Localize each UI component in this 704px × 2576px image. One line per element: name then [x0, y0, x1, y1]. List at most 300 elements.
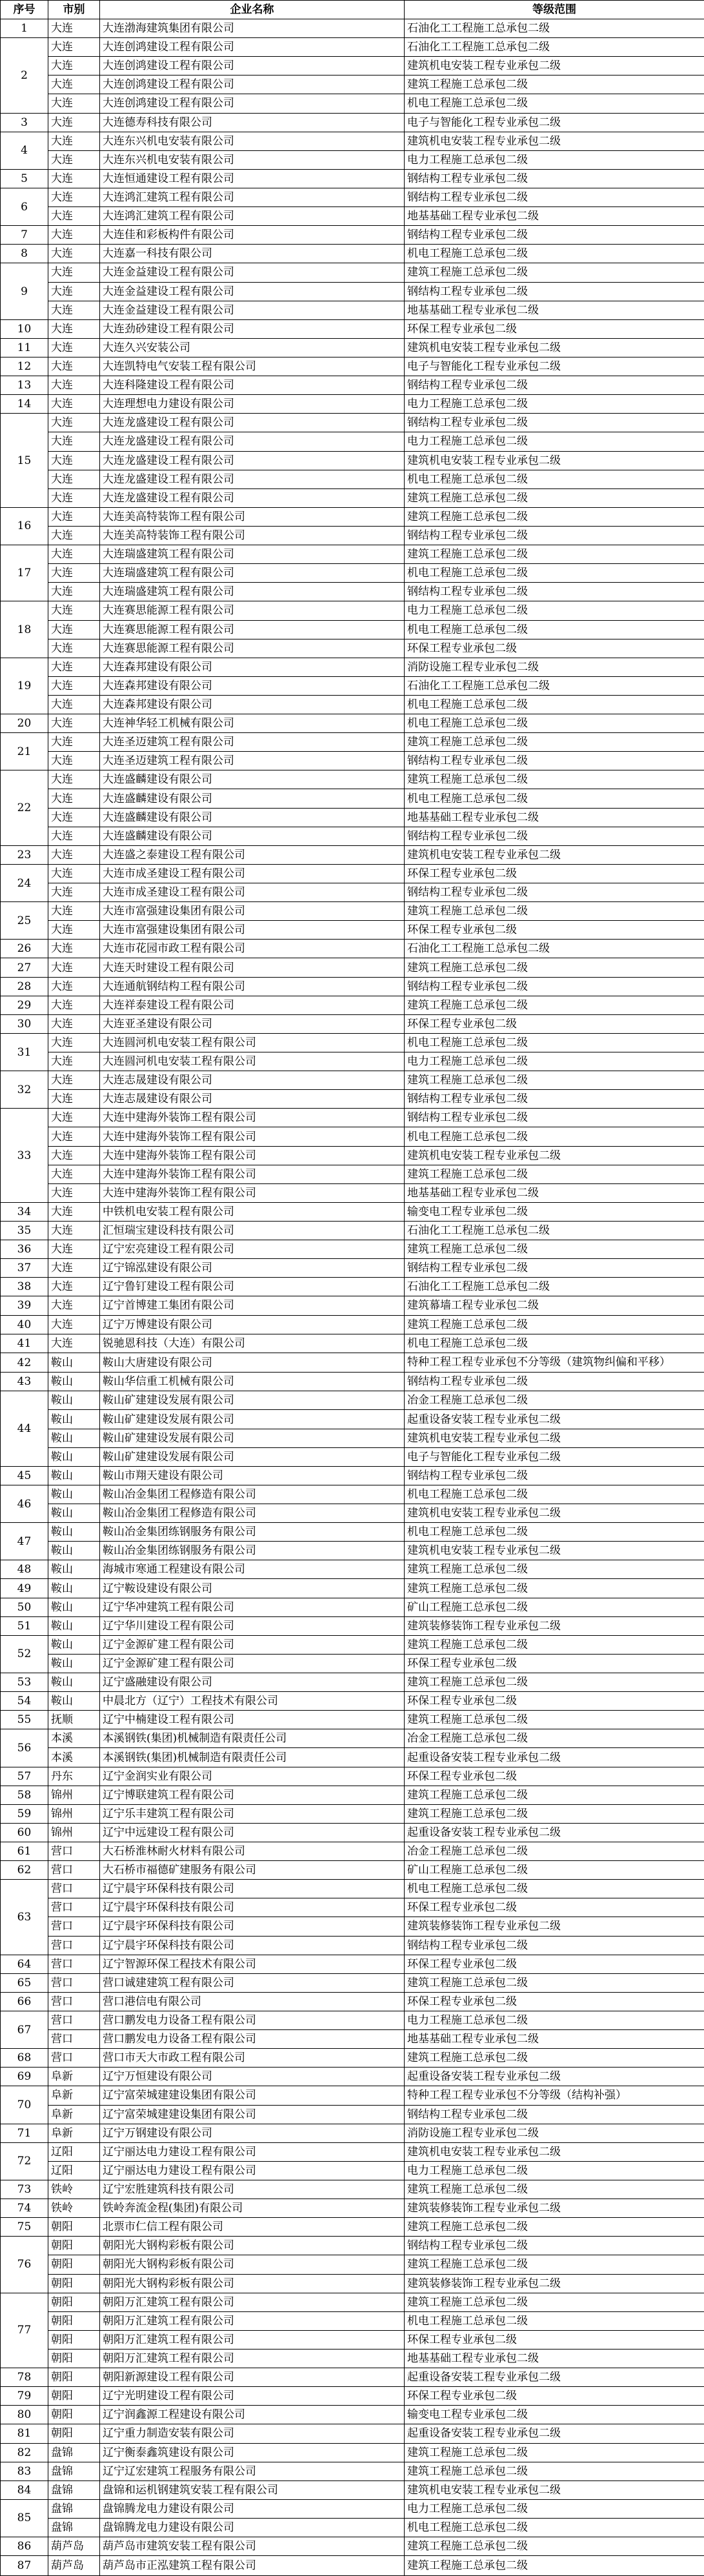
table-row: [1, 1127, 704, 1146]
row-company: 鞍山冶金集团练钢服务有限公司: [100, 1542, 405, 1560]
row-city: 大连: [48, 1090, 100, 1109]
table-row: [1, 1861, 704, 1880]
row-scope: 环保工程专业承包二级: [405, 1654, 704, 1673]
row-city: 营口: [48, 2011, 100, 2029]
row-scope: 建筑装修装饰工程专业承包二级: [405, 1917, 704, 1936]
row-seq: 62: [1, 1861, 48, 1880]
table-row: [1, 2518, 704, 2537]
row-scope: 钢结构工程专业承包二级: [405, 977, 704, 996]
table-row: [1, 1240, 704, 1259]
row-seq: 79: [1, 2387, 48, 2406]
row-seq: 26: [1, 940, 48, 958]
row-scope: 钢结构工程专业承包二级: [405, 376, 704, 395]
row-seq: 44: [1, 1391, 48, 1466]
row-scope: 钢结构工程专业承包二级: [405, 2105, 704, 2124]
row-city: 朝阳: [48, 2330, 100, 2349]
row-city: 营口: [48, 2049, 100, 2068]
table-row: [1, 883, 704, 902]
row-scope: 建筑工程施工总承包二级: [405, 2293, 704, 2311]
row-company: 辽宁博联建筑工程有限公司: [100, 1786, 405, 1804]
table-row: [1, 902, 704, 921]
row-seq: 29: [1, 996, 48, 1014]
row-scope: 起重设备安装工程专业承包二级: [405, 1823, 704, 1842]
row-company: 辽宁辽宏建筑工程服务有限公司: [100, 2462, 405, 2480]
table-row: [1, 357, 704, 376]
table-row: [1, 150, 704, 169]
table-row: [1, 94, 704, 113]
row-seq: 40: [1, 1315, 48, 1334]
row-company: 葫芦岛市建筑安装工程有限公司: [100, 2537, 405, 2556]
row-company: 大连赛思能源工程有限公司: [100, 620, 405, 639]
row-seq: 76: [1, 2237, 48, 2293]
row-company: 营口鹏发电力设备工程有限公司: [100, 2011, 405, 2029]
row-company: 辽宁宏胜建筑科技有限公司: [100, 2180, 405, 2199]
table-row: [1, 169, 704, 188]
row-scope: 机电工程施工总承包二级: [405, 1127, 704, 1146]
row-city: 鞍山: [48, 1391, 100, 1410]
row-scope: 建筑机电安装工程专业承包二级: [405, 1429, 704, 1447]
table-row: [1, 996, 704, 1014]
row-company: 大连盛麟建设有限公司: [100, 808, 405, 827]
row-city: 营口: [48, 1861, 100, 1880]
row-scope: 建筑工程施工总承包二级: [405, 1165, 704, 1183]
row-city: 阜新: [48, 2068, 100, 2086]
row-company: 辽宁首博建工集团有限公司: [100, 1296, 405, 1315]
row-scope: 机电工程施工总承包二级: [405, 1880, 704, 1898]
table-row: [1, 1542, 704, 1560]
table-row: [1, 2161, 704, 2180]
table-row: [1, 845, 704, 864]
table-row: [1, 1447, 704, 1466]
row-seq: 87: [1, 2556, 48, 2576]
row-seq: 45: [1, 1466, 48, 1485]
table-row: [1, 2368, 704, 2387]
row-seq: 18: [1, 601, 48, 658]
row-company: 大连金益建设工程有限公司: [100, 301, 405, 319]
row-company: 海城市寒通工程建设有限公司: [100, 1560, 405, 1579]
row-company: 辽宁华冲建筑工程有限公司: [100, 1598, 405, 1616]
row-company: 朝阳新源建设工程有限公司: [100, 2368, 405, 2387]
table-row: [1, 2274, 704, 2293]
row-city: 朝阳: [48, 2387, 100, 2406]
row-scope: 钢结构工程专业承包二级: [405, 169, 704, 188]
row-seq: 75: [1, 2218, 48, 2237]
row-city: 鞍山: [48, 1560, 100, 1579]
row-seq: 64: [1, 1955, 48, 1973]
row-scope: 钢结构工程专业承包二级: [405, 1373, 704, 1391]
table-row: [1, 1635, 704, 1654]
row-company: 大连龙盛建设工程有限公司: [100, 451, 405, 470]
row-city: 大连: [48, 845, 100, 864]
row-company: 大连市富强建设集团有限公司: [100, 902, 405, 921]
table-row: [1, 2537, 704, 2556]
row-seq: 33: [1, 1109, 48, 1203]
row-company: 大连久兴安装公司: [100, 338, 405, 357]
row-seq: 35: [1, 1222, 48, 1240]
row-scope: 机电工程施工总承包二级: [405, 1033, 704, 1052]
row-seq: 81: [1, 2424, 48, 2443]
table-row: [1, 113, 704, 132]
row-company: 鞍山大唐建设有限公司: [100, 1353, 405, 1373]
table-row: [1, 207, 704, 226]
row-scope: 建筑机电安装工程专业承包二级: [405, 57, 704, 75]
table-row: [1, 1373, 704, 1391]
table-row: [1, 1842, 704, 1861]
row-city: 辽阳: [48, 2161, 100, 2180]
table-row: [1, 1353, 704, 1373]
table-row: [1, 1202, 704, 1221]
table-row: [1, 319, 704, 338]
row-scope: 建筑工程施工总承包二级: [405, 1973, 704, 1992]
row-scope: 环保工程专业承包二级: [405, 1014, 704, 1033]
table-row: [1, 583, 704, 601]
table-row: [1, 2218, 704, 2237]
row-scope: 机电工程施工总承包二级: [405, 1485, 704, 1504]
row-company: 辽宁鞍设建设有限公司: [100, 1579, 405, 1598]
row-city: 大连: [48, 545, 100, 564]
table-row: [1, 2499, 704, 2518]
row-scope: 钢结构工程专业承包二级: [405, 1466, 704, 1485]
table-row: [1, 1973, 704, 1992]
row-city: 大连: [48, 1334, 100, 1353]
row-company: 大连瑞盛建筑工程有限公司: [100, 545, 405, 564]
row-scope: 建筑工程施工总承包二级: [405, 488, 704, 507]
row-seq: 82: [1, 2443, 48, 2462]
row-city: 大连: [48, 996, 100, 1014]
row-company: 大连瑞盛建筑工程有限公司: [100, 583, 405, 601]
row-company: 鞍山矿建建设发展有限公司: [100, 1391, 405, 1410]
row-company: 鞍山矿建建设发展有限公司: [100, 1410, 405, 1429]
row-company: 大连中建海外装饰工程有限公司: [100, 1109, 405, 1127]
table-row: [1, 1052, 704, 1071]
row-scope: 建筑工程施工总承包二级: [405, 2443, 704, 2462]
row-city: 大连: [48, 263, 100, 282]
row-city: 大连: [48, 38, 100, 57]
row-company: 大连圣迈建筑工程有限公司: [100, 752, 405, 770]
table-row: [1, 2011, 704, 2029]
row-seq: 30: [1, 1014, 48, 1033]
row-city: 大连: [48, 94, 100, 113]
row-seq: 32: [1, 1071, 48, 1109]
table-row: [1, 977, 704, 996]
row-seq: 17: [1, 545, 48, 601]
row-city: 朝阳: [48, 2368, 100, 2387]
row-city: 大连: [48, 1296, 100, 1315]
row-scope: 环保工程专业承包二级: [405, 2387, 704, 2406]
row-company: 大连赛思能源工程有限公司: [100, 601, 405, 620]
row-city: 大连: [48, 883, 100, 902]
table-row: [1, 1523, 704, 1542]
row-scope: 钢结构工程专业承包二级: [405, 1109, 704, 1127]
row-city: 大连: [48, 714, 100, 733]
row-city: 阜新: [48, 2086, 100, 2105]
row-city: 鞍山: [48, 1523, 100, 1542]
row-scope: 钢结构工程专业承包二级: [405, 827, 704, 845]
row-city: 大连: [48, 113, 100, 132]
row-company: 大连美高特装饰工程有限公司: [100, 526, 405, 545]
row-company: 鞍山冶金集团工程修造有限公司: [100, 1504, 405, 1523]
table-row: [1, 2387, 704, 2406]
row-scope: 环保工程专业承包二级: [405, 319, 704, 338]
table-row: [1, 488, 704, 507]
row-seq: 58: [1, 1786, 48, 1804]
row-city: 鞍山: [48, 1692, 100, 1711]
row-seq: 41: [1, 1334, 48, 1353]
row-scope: 机电工程施工总承包二级: [405, 94, 704, 113]
row-city: 大连: [48, 940, 100, 958]
row-seq: 16: [1, 507, 48, 545]
table-row: [1, 2030, 704, 2049]
row-company: 大连通航钢结构工程有限公司: [100, 977, 405, 996]
row-city: 朝阳: [48, 2274, 100, 2293]
row-city: 鞍山: [48, 1410, 100, 1429]
row-city: 大连: [48, 132, 100, 150]
row-company: 辽宁衡泰鑫筑建设有限公司: [100, 2443, 405, 2462]
table-row: [1, 2293, 704, 2311]
row-company: 辽宁中楠建设工程有限公司: [100, 1711, 405, 1729]
row-scope: 钢结构工程专业承包二级: [405, 526, 704, 545]
table-row: [1, 75, 704, 94]
row-scope: 特种工程工程专业承包不分等级（结构补强）: [405, 2086, 704, 2105]
row-seq: 4: [1, 132, 48, 169]
row-scope: 冶金工程施工总承包二级: [405, 1391, 704, 1410]
table-row: [1, 1992, 704, 2011]
row-city: 大连: [48, 226, 100, 245]
row-scope: 电子与智能化工程专业承包二级: [405, 1447, 704, 1466]
row-city: 大连: [48, 733, 100, 752]
row-city: 盘锦: [48, 2518, 100, 2537]
row-company: 辽宁光明建设工程有限公司: [100, 2387, 405, 2406]
row-company: 朝阳万汇建筑工程有限公司: [100, 2293, 405, 2311]
row-seq: 31: [1, 1033, 48, 1071]
table-row: [1, 545, 704, 564]
table-row: [1, 2255, 704, 2274]
row-city: 营口: [48, 1973, 100, 1992]
table-row: [1, 789, 704, 808]
row-scope: 建筑机电安装工程专业承包二级: [405, 132, 704, 150]
row-city: 大连: [48, 207, 100, 226]
header-seq: 序号: [1, 1, 48, 19]
row-company: 辽宁万博建设有限公司: [100, 1315, 405, 1334]
row-seq: 57: [1, 1767, 48, 1786]
row-company: 辽宁丽达电力建设工程有限公司: [100, 2142, 405, 2161]
row-scope: 建筑工程施工总承包二级: [405, 1711, 704, 1729]
table-row: [1, 2142, 704, 2161]
table-row: [1, 620, 704, 639]
row-scope: 建筑工程施工总承包二级: [405, 2049, 704, 2068]
row-city: 大连: [48, 451, 100, 470]
row-scope: 消防设施工程专业承包二级: [405, 658, 704, 676]
row-seq: 78: [1, 2368, 48, 2387]
row-company: 营口鹏发电力设备工程有限公司: [100, 2030, 405, 2049]
row-company: 辽宁智源环保工程技术有限公司: [100, 1955, 405, 1973]
row-seq: 9: [1, 263, 48, 319]
table-row: [1, 38, 704, 57]
row-seq: 20: [1, 714, 48, 733]
row-company: 营口市天大市政工程有限公司: [100, 2049, 405, 2068]
table-row: [1, 2180, 704, 2199]
row-city: 葫芦岛: [48, 2537, 100, 2556]
row-company: 朝阳光大钢构彩板有限公司: [100, 2274, 405, 2293]
row-seq: 23: [1, 845, 48, 864]
row-company: 本溪钢铁(集团)机械制造有限责任公司: [100, 1748, 405, 1767]
row-company: 大连龙盛建设工程有限公司: [100, 414, 405, 432]
row-city: 鞍山: [48, 1542, 100, 1560]
row-city: 大连: [48, 1315, 100, 1334]
row-city: 鞍山: [48, 1429, 100, 1447]
row-scope: 地基基础工程专业承包二级: [405, 2030, 704, 2049]
row-company: 大连市富强建设集团有限公司: [100, 921, 405, 940]
row-city: 大连: [48, 1240, 100, 1259]
row-company: 大连金益建设工程有限公司: [100, 282, 405, 301]
row-scope: 机电工程施工总承包二级: [405, 620, 704, 639]
header-company: 企业名称: [100, 1, 405, 19]
table-row: [1, 1109, 704, 1127]
row-city: 营口: [48, 2030, 100, 2049]
row-company: 盘锦和运机钢建筑安装工程有限公司: [100, 2480, 405, 2499]
row-company: 葫芦岛市正泓建筑工程有限公司: [100, 2556, 405, 2576]
row-scope: 冶金工程施工总承包二级: [405, 1729, 704, 1748]
table-row: [1, 1804, 704, 1823]
row-scope: 机电工程施工总承包二级: [405, 1523, 704, 1542]
row-city: 大连: [48, 1052, 100, 1071]
row-scope: 机电工程施工总承包二级: [405, 2518, 704, 2537]
row-seq: 7: [1, 226, 48, 245]
row-company: 辽宁富荣城建建设集团有限公司: [100, 2086, 405, 2105]
row-scope: 电力工程施工总承包二级: [405, 2011, 704, 2029]
row-company: 大连圆河机电安装工程有限公司: [100, 1033, 405, 1052]
table-row: [1, 1579, 704, 1598]
table-row: [1, 2311, 704, 2330]
row-city: 大连: [48, 958, 100, 977]
row-company: 大连圆河机电安装工程有限公司: [100, 1052, 405, 1071]
row-scope: 机电工程施工总承包二级: [405, 470, 704, 488]
row-seq: 85: [1, 2499, 48, 2537]
row-city: 鞍山: [48, 1504, 100, 1523]
row-scope: 钢结构工程专业承包二级: [405, 752, 704, 770]
row-company: 辽宁润鑫源工程建设有限公司: [100, 2406, 405, 2424]
row-city: 辽阳: [48, 2142, 100, 2161]
table-row: [1, 1917, 704, 1936]
table-row: [1, 395, 704, 414]
row-scope: 起重设备安装工程专业承包二级: [405, 1748, 704, 1767]
row-company: 朝阳光大钢构彩板有限公司: [100, 2255, 405, 2274]
row-scope: 电力工程施工总承包二级: [405, 432, 704, 451]
row-seq: 51: [1, 1616, 48, 1635]
row-company: 朝阳万汇建筑工程有限公司: [100, 2349, 405, 2368]
row-company: 大连鸿汇建筑工程有限公司: [100, 188, 405, 206]
row-company: 盘锦腾龙电力建设有限公司: [100, 2518, 405, 2537]
row-scope: 机电工程施工总承包二级: [405, 2311, 704, 2330]
table-row: [1, 1616, 704, 1635]
table-row: [1, 2330, 704, 2349]
row-scope: 钢结构工程专业承包二级: [405, 1259, 704, 1278]
row-company: 大石桥淮林耐火材料有限公司: [100, 1842, 405, 1861]
row-scope: 钢结构工程专业承包二级: [405, 2237, 704, 2255]
row-city: 鞍山: [48, 1466, 100, 1485]
table-row: [1, 1598, 704, 1616]
row-seq: 84: [1, 2480, 48, 2499]
row-company: 辽宁万恒建设有限公司: [100, 2068, 405, 2086]
row-company: 大连德寿科技有限公司: [100, 113, 405, 132]
table-row: [1, 470, 704, 488]
row-seq: 69: [1, 2068, 48, 2086]
row-city: 铁岭: [48, 2180, 100, 2199]
row-seq: 65: [1, 1973, 48, 1992]
row-city: 本溪: [48, 1729, 100, 1748]
row-city: 营口: [48, 1917, 100, 1936]
row-city: 盘锦: [48, 2462, 100, 2480]
row-company: 辽宁富荣城建建设集团有限公司: [100, 2105, 405, 2124]
table-row: [1, 1033, 704, 1052]
row-city: 大连: [48, 188, 100, 206]
row-city: 丹东: [48, 1767, 100, 1786]
table-row: [1, 695, 704, 714]
row-company: 辽宁丽达电力建设工程有限公司: [100, 2161, 405, 2180]
table-row: [1, 827, 704, 845]
row-seq: 21: [1, 733, 48, 770]
table-row: [1, 2349, 704, 2368]
row-city: 大连: [48, 658, 100, 676]
row-city: 大连: [48, 526, 100, 545]
row-seq: 61: [1, 1842, 48, 1861]
row-city: 朝阳: [48, 2311, 100, 2330]
row-city: 营口: [48, 1955, 100, 1973]
row-company: 大连中建海外装饰工程有限公司: [100, 1146, 405, 1165]
table-row: [1, 1711, 704, 1729]
row-scope: 钢结构工程专业承包二级: [405, 883, 704, 902]
row-scope: 特种工程工程专业承包不分等级（建筑物纠偏和平移）: [405, 1353, 704, 1373]
row-company: 鞍山华信重工机械有限公司: [100, 1373, 405, 1391]
row-company: 大连中建海外装饰工程有限公司: [100, 1127, 405, 1146]
row-seq: 67: [1, 2011, 48, 2048]
table-row: [1, 1090, 704, 1109]
row-scope: 钢结构工程专业承包二级: [405, 414, 704, 432]
row-company: 辽宁万钢建设有限公司: [100, 2124, 405, 2142]
row-city: 大连: [48, 583, 100, 601]
table-row: [1, 1183, 704, 1202]
row-city: 大连: [48, 57, 100, 75]
row-company: 大连神华轻工机械有限公司: [100, 714, 405, 733]
row-scope: 机电工程施工总承包二级: [405, 695, 704, 714]
row-scope: 建筑工程施工总承包二级: [405, 1579, 704, 1598]
row-scope: 建筑工程施工总承包二级: [405, 902, 704, 921]
table-row: [1, 1466, 704, 1485]
table-row: [1, 188, 704, 206]
row-city: 鞍山: [48, 1353, 100, 1373]
table-row: [1, 1898, 704, 1917]
row-company: 大连市成圣建设工程有限公司: [100, 864, 405, 883]
table-row: [1, 1296, 704, 1315]
row-scope: 钢结构工程专业承包二级: [405, 188, 704, 206]
table-row: [1, 57, 704, 75]
row-seq: 37: [1, 1259, 48, 1278]
row-company: 北票市仁信工程有限公司: [100, 2218, 405, 2237]
row-seq: 1: [1, 19, 48, 38]
row-city: 大连: [48, 864, 100, 883]
row-city: 大连: [48, 770, 100, 789]
row-seq: 48: [1, 1560, 48, 1579]
table-row: [1, 414, 704, 432]
row-company: 锐驰恩科技（大连）有限公司: [100, 1334, 405, 1353]
row-seq: 77: [1, 2293, 48, 2368]
row-scope: 建筑工程施工总承包二级: [405, 545, 704, 564]
row-scope: 建筑工程施工总承包二级: [405, 507, 704, 526]
row-city: 营口: [48, 1898, 100, 1917]
row-company: 营口港信电有限公司: [100, 1992, 405, 2011]
row-seq: 60: [1, 1823, 48, 1842]
row-company: 大连祥泰建设工程有限公司: [100, 996, 405, 1014]
